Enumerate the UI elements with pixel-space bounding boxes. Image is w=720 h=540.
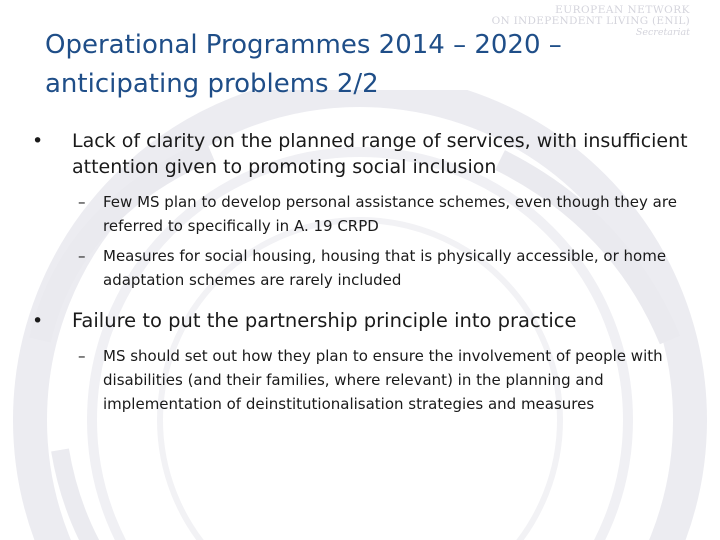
bullet-item bbox=[30, 308, 690, 334]
sub-bullet-symbol: – bbox=[78, 347, 86, 365]
sub-bullet-text: Measures for social housing, housing that is physically accessible, or home adaptation schemes are rarely included bbox=[103, 247, 667, 289]
logo-line-1: EUROPEAN NETWORK bbox=[555, 4, 690, 16]
sub-bullet-symbol: – bbox=[78, 247, 86, 265]
sub-bullet-item bbox=[30, 190, 690, 238]
title-line-1: Operational Programmes 2014 – 2020 – bbox=[45, 30, 562, 60]
title-line-2: anticipating problems 2/2 bbox=[45, 69, 379, 99]
sub-bullet-item bbox=[30, 244, 690, 292]
logo-line-3: Secretariat bbox=[635, 27, 690, 38]
bullet-item bbox=[30, 128, 690, 180]
sub-bullet-text: MS should set out how they plan to ensure the involvement of people with disabilities (and their families, where relevant) in the planning and implementation of deinstitutionalisation strategies and measures bbox=[103, 347, 663, 413]
sub-bullet-symbol: – bbox=[78, 193, 86, 211]
logo-line-2: ON INDEPENDENT LIVING (ENIL) bbox=[491, 15, 690, 27]
bullet-text: Failure to put the partnership principle into practice bbox=[72, 309, 577, 332]
slide-title bbox=[45, 26, 685, 104]
bullet-symbol: • bbox=[32, 310, 44, 332]
sub-bullet-item bbox=[30, 344, 690, 416]
slide-content bbox=[30, 128, 690, 416]
bullet-text: Lack of clarity on the planned range of services, with insufficient attention given to promoting social inclusion bbox=[72, 130, 688, 178]
bullet-symbol: • bbox=[32, 130, 44, 152]
sub-bullet-text: Few MS plan to develop personal assistance schemes, even though they are referred to specifically in A. 19 CRPD bbox=[103, 193, 677, 235]
